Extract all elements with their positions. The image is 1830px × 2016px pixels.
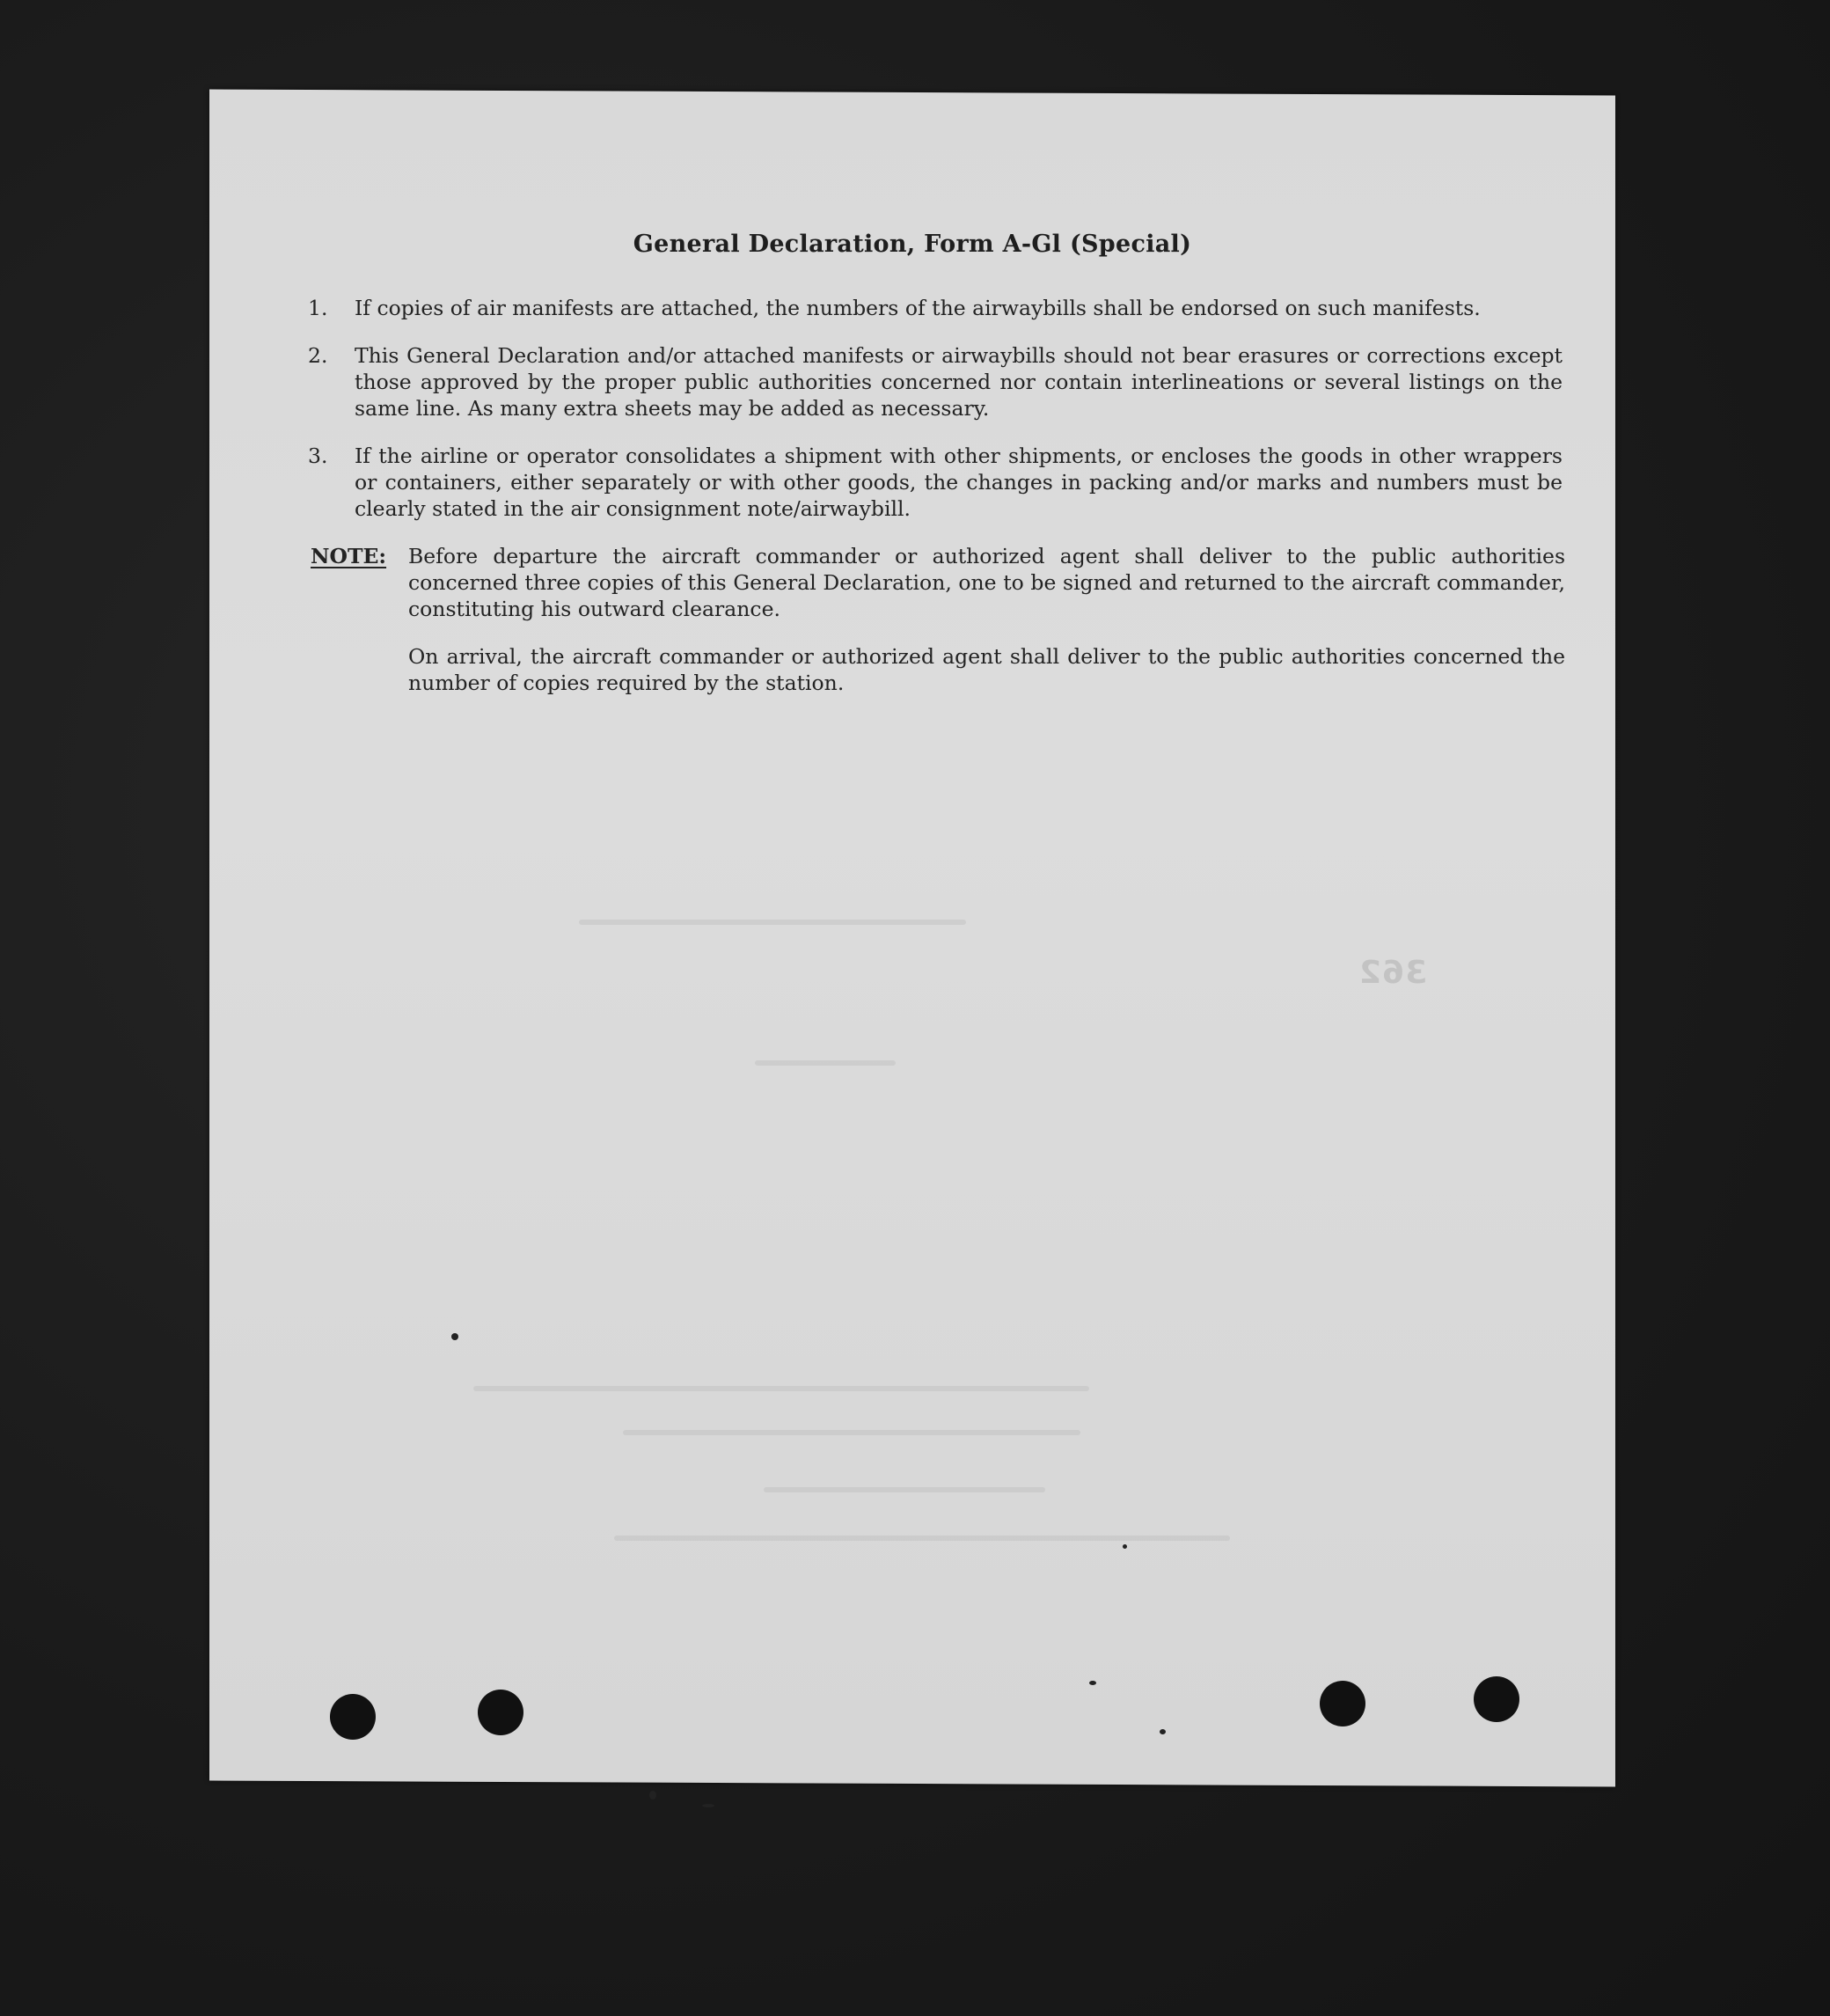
bleed-through-page-number: 362 bbox=[1358, 955, 1428, 991]
punch-hole bbox=[1320, 1681, 1365, 1726]
note-label: NOTE: bbox=[311, 544, 387, 568]
list-item bbox=[308, 443, 1563, 522]
note-paragraph-1: Before departure the aircraft commander or authorized agent shall deliver to the public authorities concerned three copies of this General Declaration, one to be signed and returned to the aircraft commander, constituting his outward clearance. bbox=[408, 544, 1565, 621]
item-text: This General Declaration and/or attached manifests or airwaybills should not bear erasures or corrections except those approved by the proper public authorities concerned nor contain interlineations or several listings on the same line. As many extra sheets may be added as necessary. bbox=[355, 343, 1563, 421]
speck bbox=[451, 1333, 458, 1340]
list-item bbox=[308, 342, 1563, 422]
punch-hole bbox=[478, 1690, 523, 1735]
speck bbox=[649, 1791, 656, 1800]
bleed-through-mark bbox=[755, 1060, 896, 1066]
item-text: If the airline or operator consolidates a shipment with other shipments, or encloses the goods in other wrappers or containers, either separately or with other goods, the changes in packing and/or marks and numbers must be clearly stated in the air consignment note/airwaybill. bbox=[355, 444, 1563, 521]
list-item bbox=[308, 295, 1563, 321]
speck bbox=[702, 1804, 714, 1807]
note-paragraph-2: On arrival, the aircraft commander or authorized agent shall deliver to the public authorities concerned the number of copies required by the station. bbox=[408, 644, 1565, 695]
item-number: 2. bbox=[308, 343, 328, 368]
bleed-through-mark bbox=[473, 1386, 1089, 1391]
speck bbox=[1123, 1544, 1127, 1549]
speck bbox=[1160, 1729, 1166, 1734]
item-number: 1. bbox=[308, 296, 328, 320]
document-page bbox=[209, 90, 1615, 1787]
bleed-through-mark bbox=[764, 1487, 1045, 1492]
bleed-through-mark bbox=[579, 920, 966, 925]
bleed-through-mark bbox=[614, 1536, 1230, 1541]
bleed-through-mark bbox=[623, 1430, 1080, 1435]
item-text: If copies of air manifests are attached, the numbers of the airwaybills shall be endorsed on such manifests. bbox=[355, 296, 1481, 320]
note-section-continued bbox=[311, 643, 1565, 696]
document-title: General Declaration, Form A-Gl (Special) bbox=[633, 231, 1192, 258]
punch-hole bbox=[1474, 1676, 1519, 1722]
speck bbox=[1089, 1681, 1096, 1685]
note-section bbox=[311, 543, 1565, 622]
punch-hole bbox=[330, 1694, 376, 1740]
item-number: 3. bbox=[308, 444, 328, 468]
